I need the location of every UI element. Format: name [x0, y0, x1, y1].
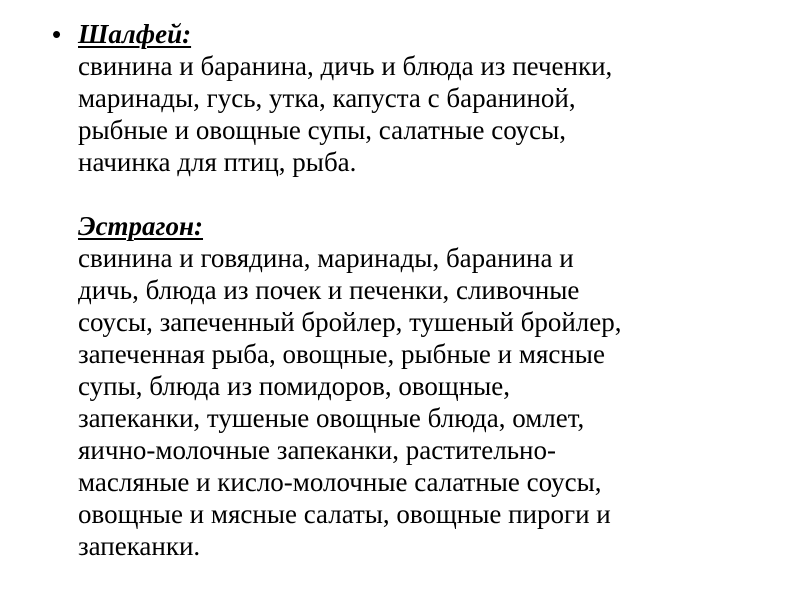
text-line: начинка для птиц, рыба. — [78, 147, 357, 177]
text-line: яично-молочные запеканки, растительно- — [78, 435, 556, 465]
text-line: масляные и кисло-молочные салатные соусы, — [78, 467, 602, 497]
text-line: маринады, гусь, утка, капуста с бараниной, — [78, 83, 576, 113]
text-line: супы, блюда из помидоров, овощные, — [78, 371, 511, 401]
text-line: свинина и баранина, дичь и блюда из печенки, — [78, 51, 613, 81]
herb-heading-tarragon: Эстрагон: — [78, 211, 204, 241]
text-line: запеканки, тушеные овощные блюда, омлет, — [78, 403, 585, 433]
text-line: свинина и говядина, маринады, баранина и — [78, 243, 574, 273]
herb-section-tarragon — [78, 210, 778, 562]
text-line: соусы, запеченный бройлер, тушеный бройлер, — [78, 307, 622, 337]
section-gap — [78, 178, 778, 210]
text-line: дичь, блюда из почек и печенки, сливочные — [78, 275, 580, 305]
text-line: овощные и мясные салаты, овощные пироги и — [78, 499, 611, 529]
text-line: запеченная рыба, овощные, рыбные и мясные — [78, 339, 605, 369]
text-line: рыбные и овощные супы, салатные соусы, — [78, 115, 567, 145]
bullet-marker: • — [52, 19, 62, 49]
herb-heading-sage: Шалфей: — [78, 19, 192, 49]
text-line: запеканки. — [78, 531, 201, 561]
herb-list — [78, 18, 778, 562]
herb-section-sage — [78, 18, 778, 178]
